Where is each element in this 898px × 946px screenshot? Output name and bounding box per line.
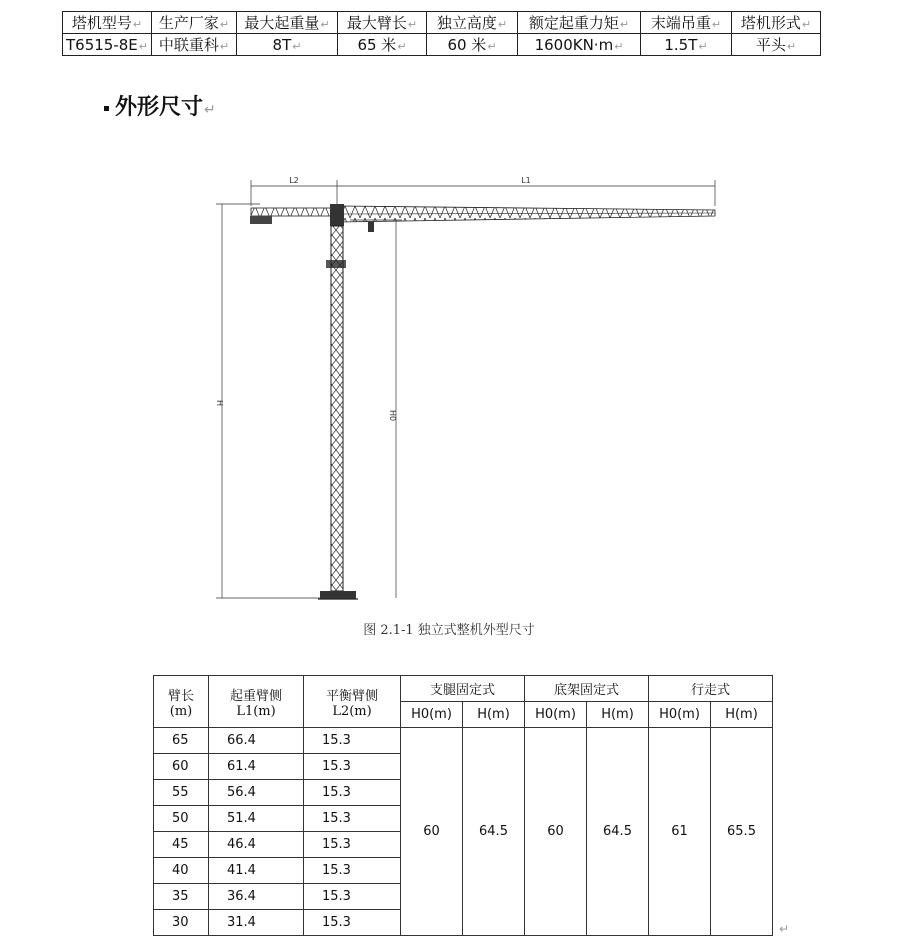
arm-cell: 65 <box>154 728 209 754</box>
spec-value-cell: 中联重科↵ <box>152 34 237 56</box>
spec-header-cell: 生产厂家↵ <box>152 12 237 34</box>
l1-cell: 46.4 <box>209 832 304 858</box>
counter-jib-header: 平衡臂侧 L2(m) <box>304 676 401 728</box>
merged-value-cell: 65.5 <box>711 728 773 936</box>
spec-header-cell: 塔机形式↵ <box>732 12 821 34</box>
dimension-lines <box>216 180 715 598</box>
arm-cell: 30 <box>154 910 209 936</box>
l1-cell: 66.4 <box>209 728 304 754</box>
spec-value-row <box>63 34 821 56</box>
arm-length-header: 臂长 (m) <box>154 676 209 728</box>
bullet-icon <box>104 106 109 111</box>
l2-cell: 15.3 <box>304 832 401 858</box>
merged-value-cell: 61 <box>649 728 711 936</box>
spec-header-cell: 最大臂长↵ <box>338 12 427 34</box>
sub-header: H(m) <box>463 702 525 728</box>
spec-value-cell: 1.5T↵ <box>641 34 732 56</box>
spec-header-row <box>63 12 821 34</box>
l2-cell: 15.3 <box>304 884 401 910</box>
group-header: 行走式 <box>649 676 773 702</box>
spec-value-cell: 1600KN·m↵ <box>518 34 641 56</box>
l1-cell: 56.4 <box>209 780 304 806</box>
spec-value-cell: T6515-8E↵ <box>63 34 152 56</box>
arm-cell: 45 <box>154 832 209 858</box>
tower-crane-drawing <box>200 170 730 610</box>
arm-cell: 40 <box>154 858 209 884</box>
table-row <box>154 728 773 754</box>
merged-value-cell: 60 <box>401 728 463 936</box>
spec-value-cell: 65 米↵ <box>338 34 427 56</box>
l2-cell: 15.3 <box>304 728 401 754</box>
l1-cell: 61.4 <box>209 754 304 780</box>
l1-cell: 51.4 <box>209 806 304 832</box>
figure-caption: 图 2.1-1 独立式整机外型尺寸 <box>363 623 535 638</box>
spec-value-cell: 平头↵ <box>732 34 821 56</box>
l2-cell: 15.3 <box>304 780 401 806</box>
l1-label: L1 <box>521 176 531 185</box>
l2-label: L2 <box>289 176 299 185</box>
arm-cell: 60 <box>154 754 209 780</box>
section-heading: 外形尺寸↵ <box>104 90 216 121</box>
dimensions-table <box>153 675 773 936</box>
arm-cell: 35 <box>154 884 209 910</box>
l2-cell: 15.3 <box>304 910 401 936</box>
base <box>318 591 358 599</box>
spec-value-cell: 60 米↵ <box>427 34 518 56</box>
spec-value-cell: 8T↵ <box>237 34 338 56</box>
spec-header-cell: 塔机型号↵ <box>63 12 152 34</box>
group-header: 支腿固定式 <box>401 676 525 702</box>
counter-jib <box>250 208 333 224</box>
mast <box>331 226 343 591</box>
sub-header: H(m) <box>587 702 649 728</box>
sub-header: H0(m) <box>401 702 463 728</box>
dims-header-row <box>154 676 773 702</box>
spec-header-cell: 末端吊重↵ <box>641 12 732 34</box>
spec-table <box>62 11 821 56</box>
l2-cell: 15.3 <box>304 806 401 832</box>
l1-cell: 31.4 <box>209 910 304 936</box>
merged-value-cell: 64.5 <box>587 728 649 936</box>
paragraph-mark: ↵ <box>779 922 790 936</box>
spec-header-cell: 额定起重力矩↵ <box>518 12 641 34</box>
l2-cell: 15.3 <box>304 754 401 780</box>
group-header: 底架固定式 <box>525 676 649 702</box>
l1-cell: 41.4 <box>209 858 304 884</box>
merged-value-cell: 64.5 <box>463 728 525 936</box>
h0-label: H0 <box>388 410 397 422</box>
l1-cell: 36.4 <box>209 884 304 910</box>
sub-header: H0(m) <box>525 702 587 728</box>
merged-value-cell: 60 <box>525 728 587 936</box>
h-label: H <box>215 400 224 407</box>
l2-cell: 15.3 <box>304 858 401 884</box>
spec-header-cell: 独立高度↵ <box>427 12 518 34</box>
spec-header-cell: 最大起重量↵ <box>237 12 338 34</box>
arm-cell: 55 <box>154 780 209 806</box>
jib-side-header: 起重臂侧 L1(m) <box>209 676 304 728</box>
arm-cell: 50 <box>154 806 209 832</box>
sub-header: H(m) <box>711 702 773 728</box>
sub-header: H0(m) <box>649 702 711 728</box>
